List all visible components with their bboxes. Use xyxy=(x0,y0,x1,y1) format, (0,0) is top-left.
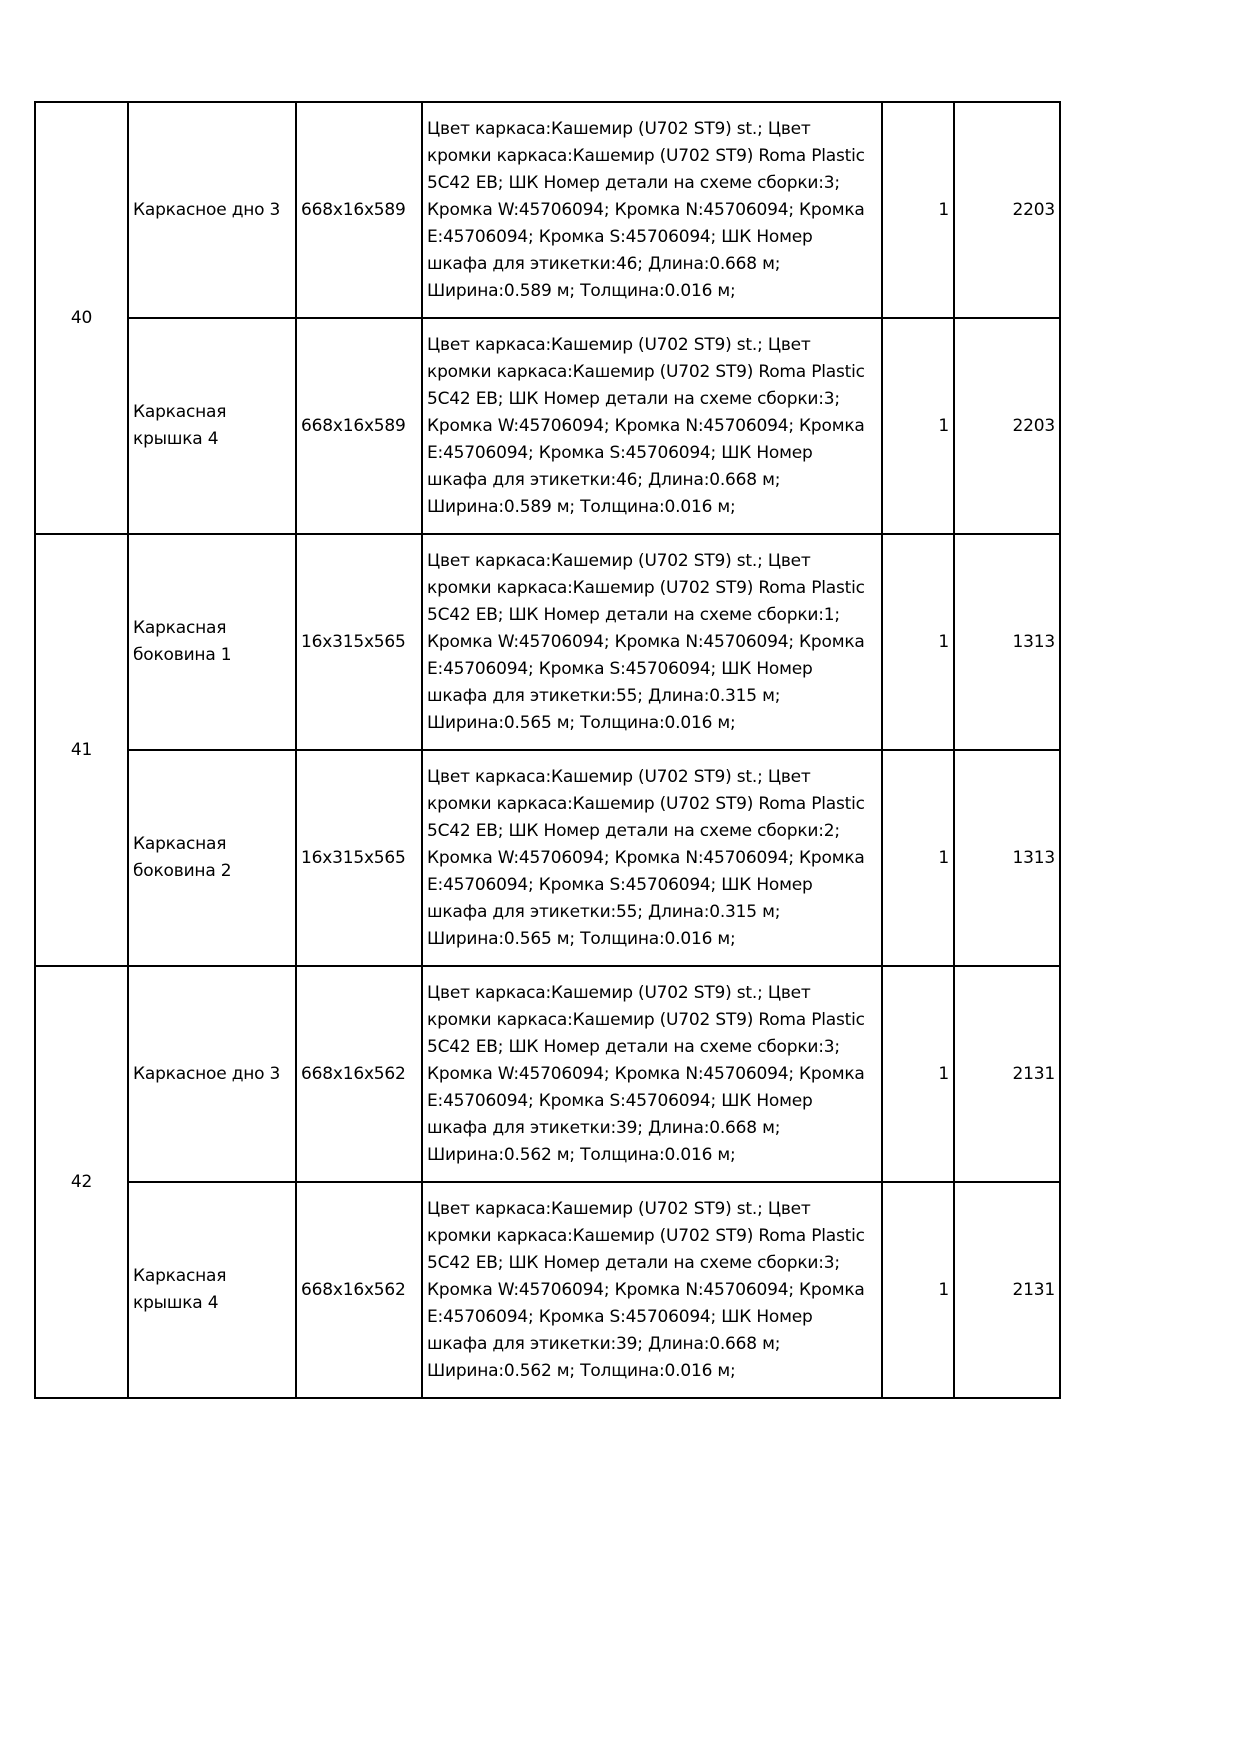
part-size: 16x315x565 xyxy=(296,534,422,750)
part-size: 668x16x589 xyxy=(296,102,422,318)
part-quantity: 1 xyxy=(882,534,954,750)
table-row xyxy=(35,534,1060,750)
part-description: Цвет каркаса:Кашемир (U702 ST9) st.; Цвет кромки каркаса:Кашемир (U702 ST9) Roma Plastic 5C42 EB; ШК Номер детали на схеме сборки:1; Кромка W:45706094; Кромка N:45706094; Кромка E:45706094; Кромка S:45706094; ШК Номер шкафа для этикетки:55; Длина:0.315 м; Ширина:0.565 м; Толщина:0.016 м; xyxy=(422,534,882,750)
part-description: Цвет каркаса:Кашемир (U702 ST9) st.; Цвет кромки каркаса:Кашемир (U702 ST9) Roma Plastic 5C42 EB; ШК Номер детали на схеме сборки:3; Кромка W:45706094; Кромка N:45706094; Кромка E:45706094; Кромка S:45706094; ШК Номер шкафа для этикетки:39; Длина:0.668 м; Ширина:0.562 м; Толщина:0.016 м; xyxy=(422,966,882,1182)
part-name: Каркасное дно 3 xyxy=(128,966,296,1182)
group-number: 41 xyxy=(35,534,128,966)
table-row xyxy=(35,966,1060,1182)
part-name: Каркасная боковина 1 xyxy=(128,534,296,750)
part-quantity: 1 xyxy=(882,750,954,966)
part-price: 1313 xyxy=(954,534,1060,750)
part-name: Каркасная крышка 4 xyxy=(128,318,296,534)
table-row xyxy=(35,318,1060,534)
part-quantity: 1 xyxy=(882,966,954,1182)
table-row xyxy=(35,750,1060,966)
parts-table xyxy=(34,101,1061,1399)
table-row xyxy=(35,1182,1060,1398)
part-size: 668x16x589 xyxy=(296,318,422,534)
group-number: 40 xyxy=(35,102,128,534)
part-price: 2131 xyxy=(954,966,1060,1182)
part-price: 1313 xyxy=(954,750,1060,966)
part-name: Каркасное дно 3 xyxy=(128,102,296,318)
part-description: Цвет каркаса:Кашемир (U702 ST9) st.; Цвет кромки каркаса:Кашемир (U702 ST9) Roma Plastic 5C42 EB; ШК Номер детали на схеме сборки:3; Кромка W:45706094; Кромка N:45706094; Кромка E:45706094; Кромка S:45706094; ШК Номер шкафа для этикетки:46; Длина:0.668 м; Ширина:0.589 м; Толщина:0.016 м; xyxy=(422,102,882,318)
part-quantity: 1 xyxy=(882,318,954,534)
group-number: 42 xyxy=(35,966,128,1398)
part-price: 2131 xyxy=(954,1182,1060,1398)
part-quantity: 1 xyxy=(882,1182,954,1398)
table-row xyxy=(35,102,1060,318)
part-description: Цвет каркаса:Кашемир (U702 ST9) st.; Цвет кромки каркаса:Кашемир (U702 ST9) Roma Plastic 5C42 EB; ШК Номер детали на схеме сборки:3; Кромка W:45706094; Кромка N:45706094; Кромка E:45706094; Кромка S:45706094; ШК Номер шкафа для этикетки:46; Длина:0.668 м; Ширина:0.589 м; Толщина:0.016 м; xyxy=(422,318,882,534)
part-name: Каркасная крышка 4 xyxy=(128,1182,296,1398)
part-size: 668x16x562 xyxy=(296,1182,422,1398)
part-size: 668x16x562 xyxy=(296,966,422,1182)
part-name: Каркасная боковина 2 xyxy=(128,750,296,966)
part-quantity: 1 xyxy=(882,102,954,318)
part-price: 2203 xyxy=(954,102,1060,318)
part-price: 2203 xyxy=(954,318,1060,534)
part-description: Цвет каркаса:Кашемир (U702 ST9) st.; Цвет кромки каркаса:Кашемир (U702 ST9) Roma Plastic 5C42 EB; ШК Номер детали на схеме сборки:2; Кромка W:45706094; Кромка N:45706094; Кромка E:45706094; Кромка S:45706094; ШК Номер шкафа для этикетки:55; Длина:0.315 м; Ширина:0.565 м; Толщина:0.016 м; xyxy=(422,750,882,966)
part-description: Цвет каркаса:Кашемир (U702 ST9) st.; Цвет кромки каркаса:Кашемир (U702 ST9) Roma Plastic 5C42 EB; ШК Номер детали на схеме сборки:3; Кромка W:45706094; Кромка N:45706094; Кромка E:45706094; Кромка S:45706094; ШК Номер шкафа для этикетки:39; Длина:0.668 м; Ширина:0.562 м; Толщина:0.016 м; xyxy=(422,1182,882,1398)
part-size: 16x315x565 xyxy=(296,750,422,966)
parts-table-body xyxy=(35,102,1060,1398)
